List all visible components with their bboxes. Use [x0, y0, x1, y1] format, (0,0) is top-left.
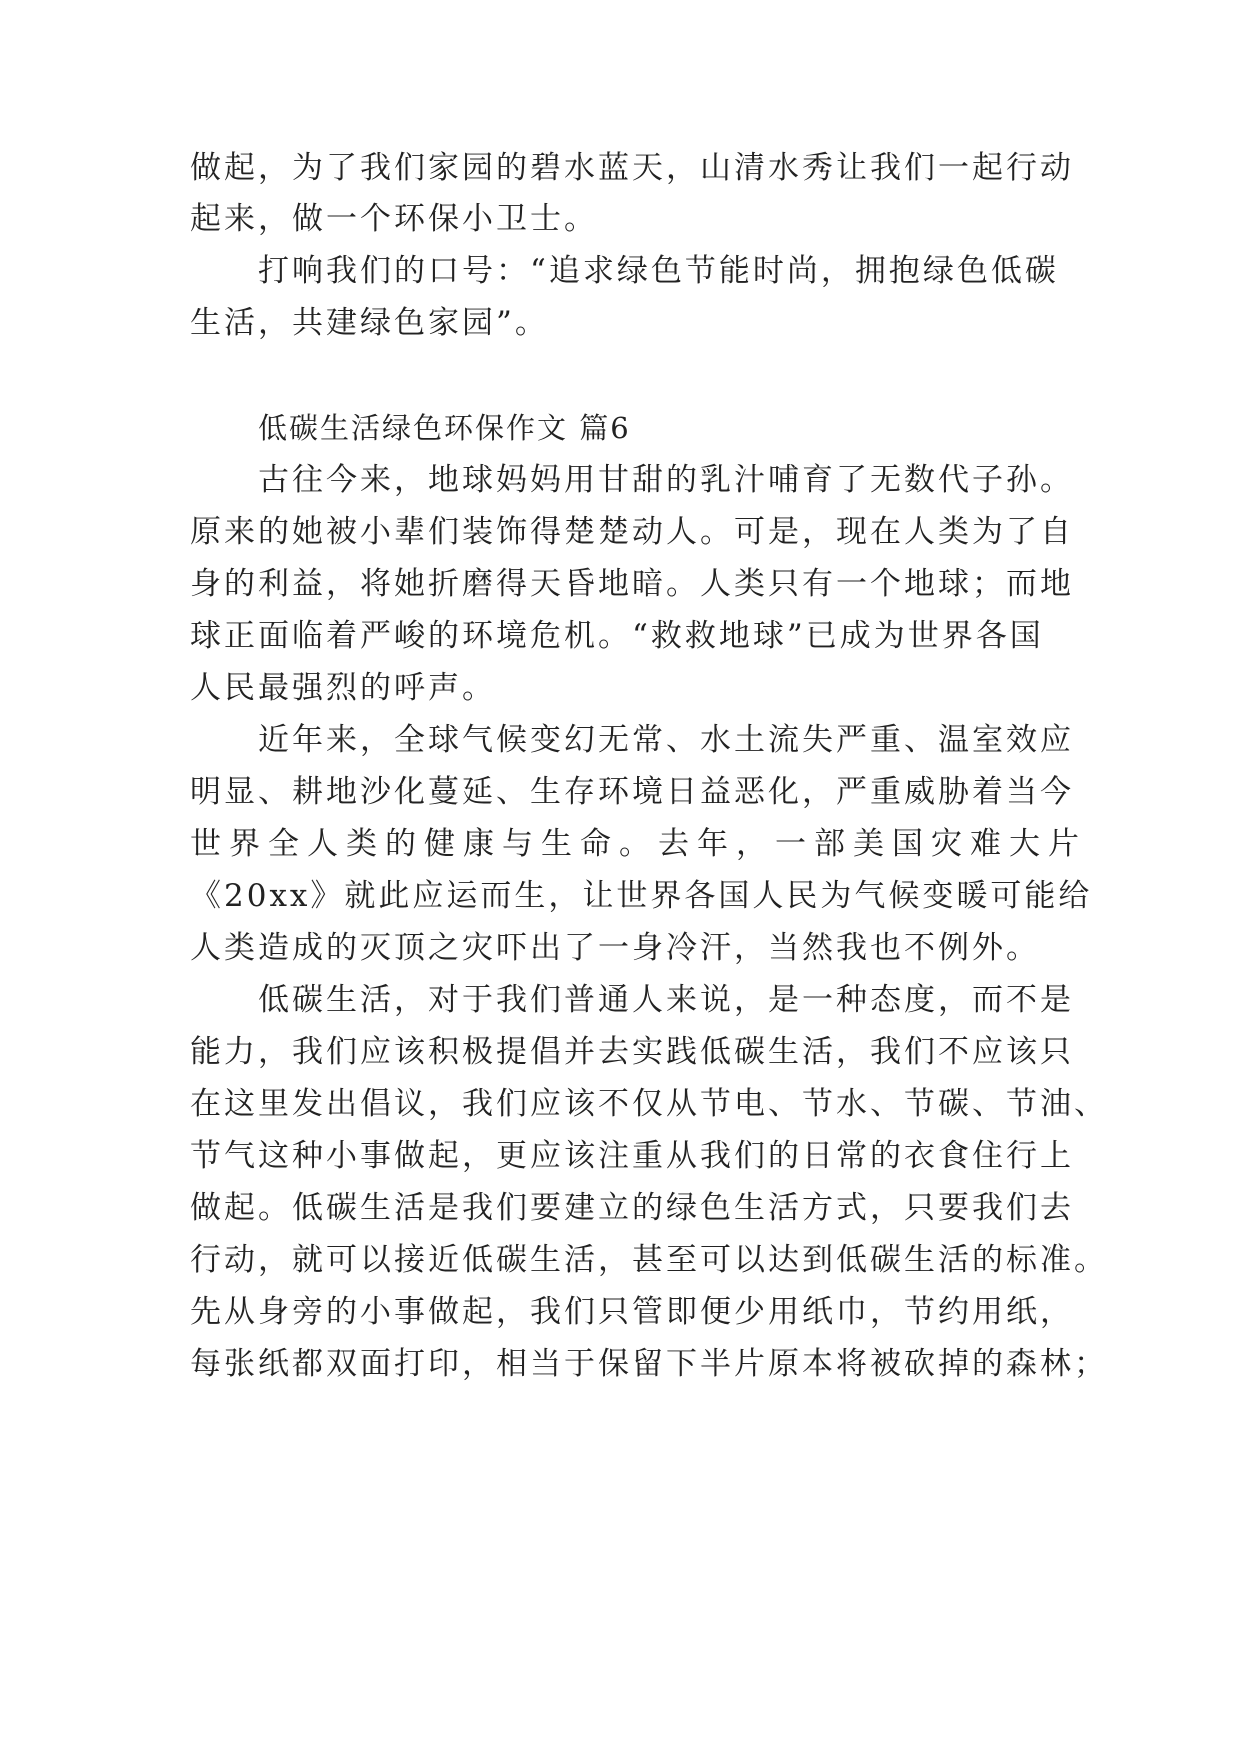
paragraph-line: 世界全人类的健康与生命。去年，一部美国灾难大片 — [190, 826, 1087, 862]
paragraph-line: 打响我们的口号：“追求绿色节能时尚，拥抱绿色低碳 — [258, 253, 1059, 289]
paragraph-line: 生活，共建绿色家园”。 — [190, 305, 549, 341]
paragraph-line: 人民最强烈的呼声。 — [190, 670, 496, 706]
paragraph-line: 行动，就可以接近低碳生活，甚至可以达到低碳生活的标准。 — [190, 1242, 1108, 1278]
paragraph-line: 在这里发出倡议，我们应该不仅从节电、节水、节碳、节油、 — [190, 1086, 1108, 1122]
paragraph-line: 低碳生活，对于我们普通人来说，是一种态度，而不是 — [258, 982, 1074, 1018]
paragraph-line: 节气这种小事做起，更应该注重从我们的日常的衣食住行上 — [190, 1138, 1074, 1174]
section-heading: 低碳生活绿色环保作文 篇6 — [258, 411, 631, 445]
paragraph-line: 古往今来，地球妈妈用甘甜的乳汁哺育了无数代子孙。 — [258, 462, 1074, 498]
paragraph-line: 近年来，全球气候变幻无常、水土流失严重、温室效应 — [258, 722, 1074, 758]
paragraph-line: 做起，为了我们家园的碧水蓝天，山清水秀让我们一起行动 — [190, 150, 1074, 186]
paragraph-line: 能力，我们应该积极提倡并去实践低碳生活，我们不应该只 — [190, 1034, 1074, 1070]
paragraph-line: 球正面临着严峻的环境危机。“救救地球”已成为世界各国 — [190, 618, 1044, 654]
paragraph-line: 原来的她被小辈们装饰得楚楚动人。可是，现在人类为了自 — [190, 514, 1074, 550]
paragraph-line: 起来，做一个环保小卫士。 — [190, 201, 598, 237]
paragraph-line: 做起。低碳生活是我们要建立的绿色生活方式，只要我们去 — [190, 1190, 1074, 1226]
paragraph-line: 先从身旁的小事做起，我们只管即便少用纸巾，节约用纸， — [190, 1294, 1074, 1330]
paragraph-line: 人类造成的灭顶之灾吓出了一身冷汗，当然我也不例外。 — [190, 930, 1040, 966]
paragraph-line: 每张纸都双面打印，相当于保留下半片原本将被砍掉的森林； — [190, 1346, 1108, 1382]
paragraph-line: 明显、耕地沙化蔓延、生存环境日益恶化，严重威胁着当今 — [190, 774, 1074, 810]
paragraph-line: 《20xx》就此应运而生，让世界各国人民为气候变暖可能给 — [190, 878, 1093, 914]
paragraph-line: 身的利益，将她折磨得天昏地暗。人类只有一个地球；而地 — [190, 566, 1074, 602]
